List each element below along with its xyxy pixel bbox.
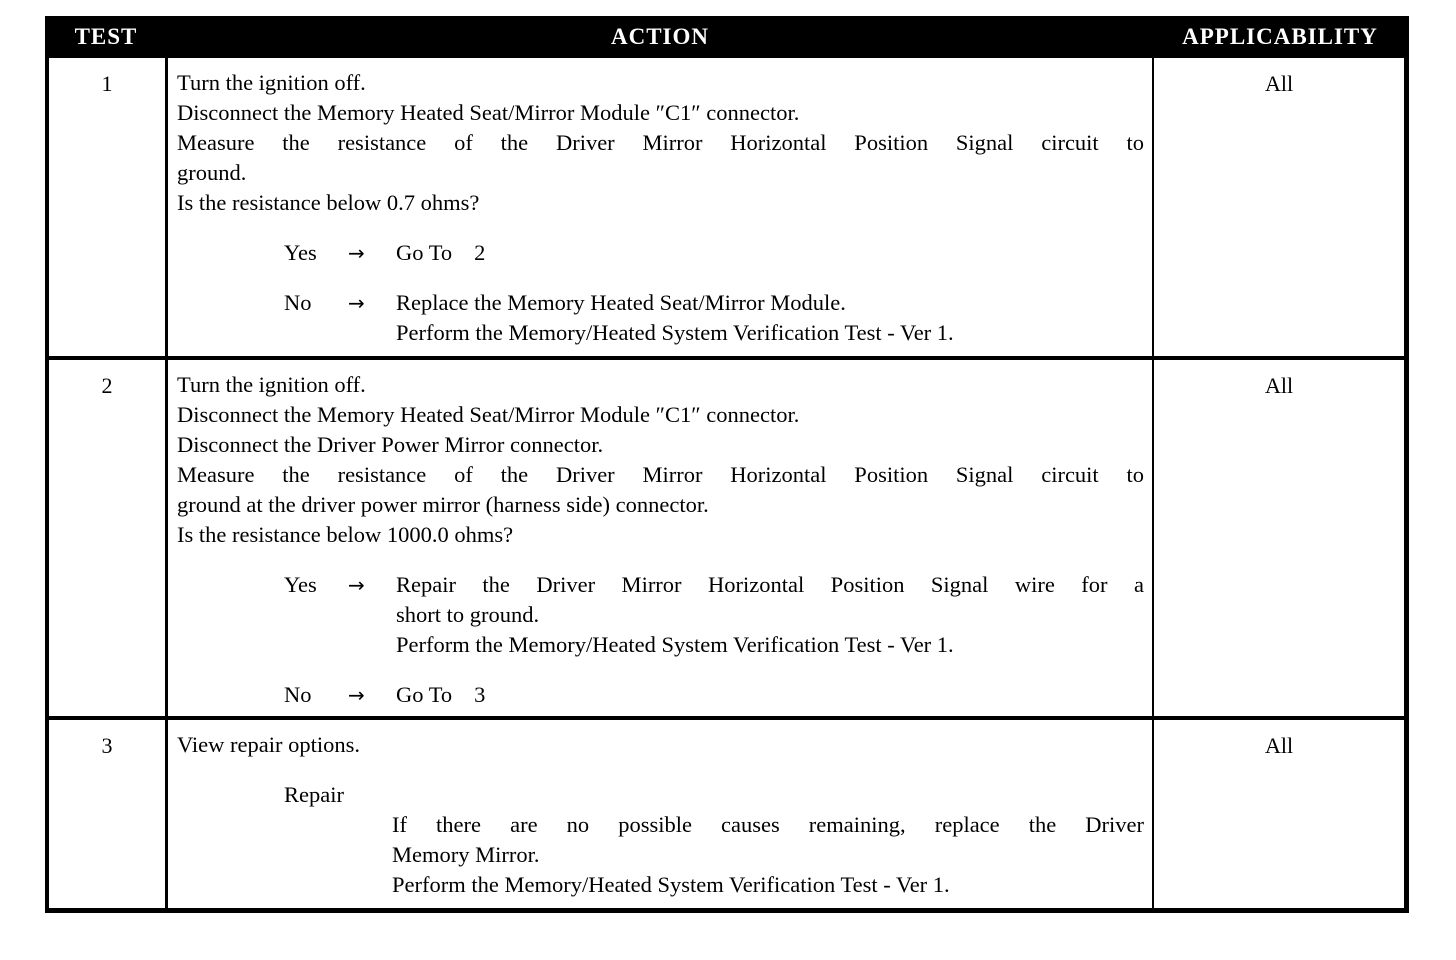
repair-text: If there are no possible causes remaining, replace the Driver	[392, 812, 1144, 837]
result-text: short to ground.	[396, 602, 540, 627]
no-branch	[177, 680, 1144, 710]
table-row-3-action	[168, 720, 1152, 908]
step-text: Turn the ignition off.	[177, 372, 366, 397]
yes-label: Yes	[284, 572, 317, 597]
step-text: View repair options.	[177, 732, 360, 757]
test-number: 2	[101, 373, 113, 398]
step-text: Turn the ignition off.	[177, 70, 366, 95]
step-text: ground at the driver power mirror (harness side) connector.	[177, 492, 709, 517]
header-applicability: APPLICABILITY	[1182, 24, 1378, 49]
yes-label: Yes	[284, 240, 317, 265]
yes-branch	[177, 238, 1144, 268]
table-row-2-action	[168, 360, 1152, 716]
table-row-2-test	[49, 360, 165, 716]
header-action: ACTION	[610, 24, 709, 49]
step-text: Disconnect the Driver Power Mirror connector.	[177, 432, 604, 457]
goto-text: Go To	[396, 240, 453, 265]
step-text: Is the resistance below 1000.0 ohms?	[177, 522, 514, 547]
no-label: No	[284, 290, 312, 315]
goto-text: Go To	[396, 682, 453, 707]
repair-text: Perform the Memory/Heated System Verification Test - Ver 1.	[392, 872, 950, 897]
step-text: Is the resistance below 0.7 ohms?	[177, 190, 480, 215]
step-text: Disconnect the Memory Heated Seat/Mirror Module ″C1″ connector.	[177, 100, 800, 125]
result-text: Replace the Memory Heated Seat/Mirror Module.	[396, 290, 846, 315]
goto-target: 2	[474, 240, 486, 265]
step-text: ground.	[177, 160, 247, 185]
result-text: Repair the Driver Mirror Horizontal Position Signal wire for a	[396, 572, 1144, 597]
table-row-1-applicability	[1154, 58, 1404, 356]
repair-label: Repair	[284, 782, 344, 807]
result-text: Perform the Memory/Heated System Verification Test - Ver 1.	[396, 320, 954, 345]
arrow-icon: →	[348, 683, 365, 707]
table-row-1-action	[168, 58, 1152, 356]
goto-target: 3	[474, 682, 486, 707]
arrow-icon: →	[348, 573, 365, 597]
table-row-3-test	[49, 720, 165, 908]
no-label: No	[284, 682, 312, 707]
applicability-value: All	[1264, 71, 1294, 96]
step-text: Disconnect the Memory Heated Seat/Mirror Module ″C1″ connector.	[177, 402, 800, 427]
arrow-icon: →	[348, 291, 365, 315]
applicability-value: All	[1264, 733, 1294, 758]
yes-branch	[177, 570, 1144, 660]
applicability-value: All	[1264, 373, 1294, 398]
repair-body	[392, 810, 1144, 900]
test-number: 1	[101, 71, 113, 96]
result-text: Perform the Memory/Heated System Verification Test - Ver 1.	[396, 632, 954, 657]
step-text: Measure the resistance of the Driver Mirror Horizontal Position Signal circuit to	[177, 130, 1144, 155]
table-row-3-applicability	[1154, 720, 1404, 908]
no-branch	[177, 288, 1144, 348]
step-text: Measure the resistance of the Driver Mirror Horizontal Position Signal circuit to	[177, 462, 1144, 487]
diagnostic-table	[45, 16, 1409, 913]
table-row-1-test	[49, 58, 165, 356]
header-test: TEST	[74, 24, 138, 49]
test-number: 3	[101, 733, 113, 758]
arrow-icon: →	[348, 241, 365, 265]
repair-text: Memory Mirror.	[392, 842, 540, 867]
table-row-2-applicability	[1154, 360, 1404, 716]
